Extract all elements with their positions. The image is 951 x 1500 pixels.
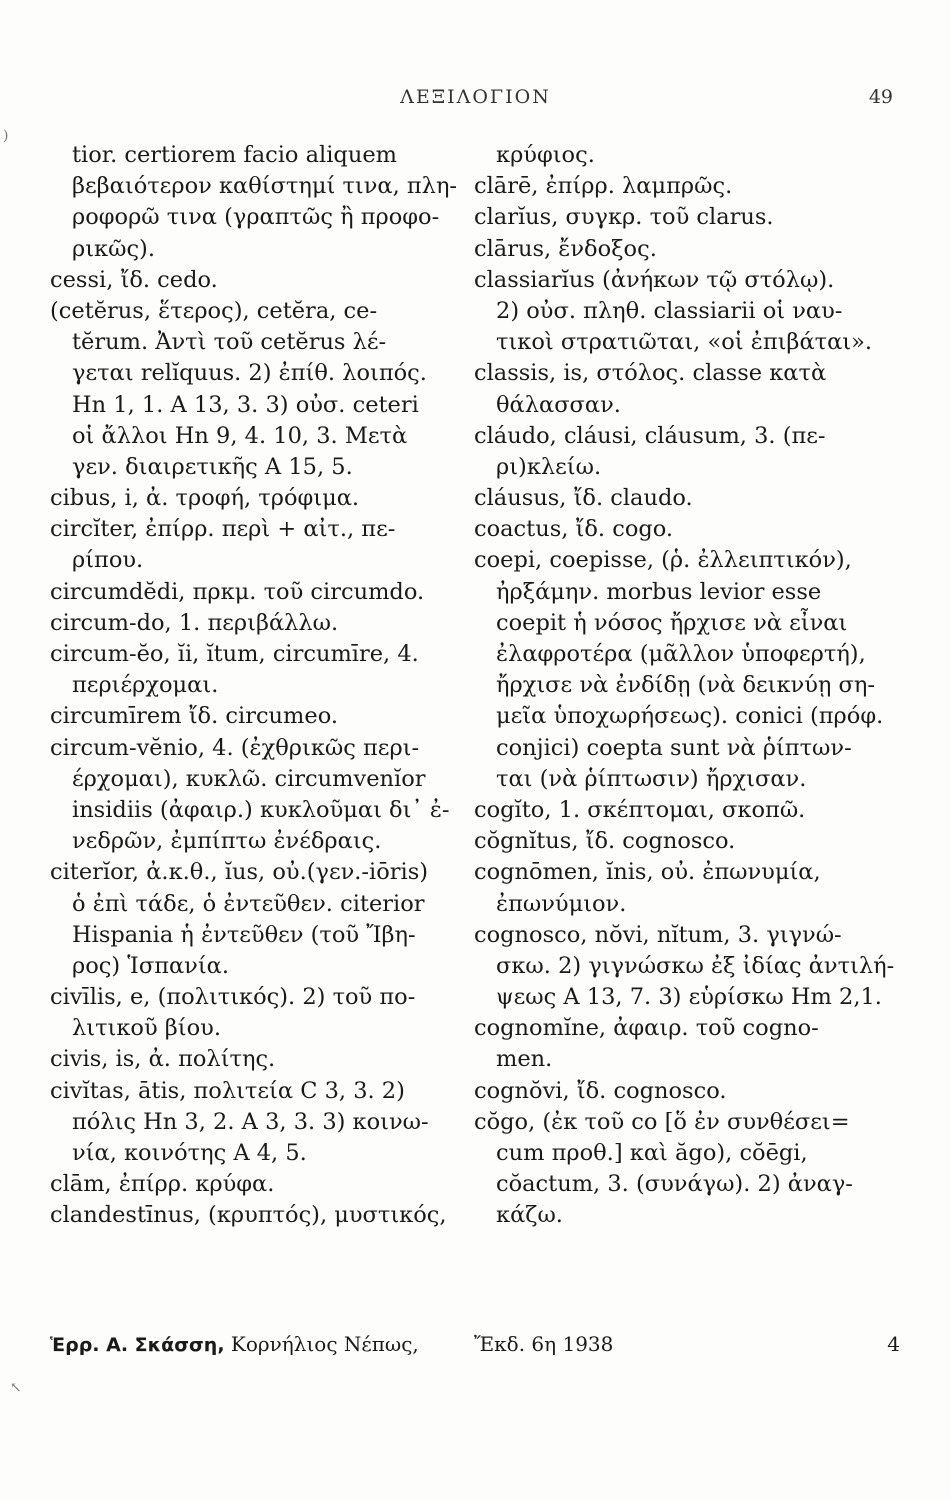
dictionary-line: ἤρχισε νὰ ἐνδίδῃ (νὰ δεικνύῃ ση- [496, 672, 875, 699]
dictionary-line: clārus, ἔνδοξος. [474, 235, 657, 262]
dictionary-line: coepi, coepisse, (ῥ. ἐλλειπτικόν), [474, 547, 852, 574]
dictionary-line: clām, ἐπίρρ. κρύφα. [50, 1171, 275, 1198]
footer-imprint [50, 1332, 419, 1356]
footer-signature: 4 [887, 1332, 900, 1356]
dictionary-line: cláusus, ἴδ. claudo. [474, 485, 693, 512]
dictionary-line: (cetĕrus, ἕτερος), cetĕra, ce- [50, 297, 378, 324]
page-number: 49 [868, 86, 893, 108]
dictionary-line: cessi, ἴδ. cedo. [50, 266, 218, 293]
dictionary-line: οἱ ἄλλοι Hn 9, 4. 10, 3. Μετὰ [72, 422, 408, 449]
dictionary-line: ρικῶς). [72, 235, 155, 262]
dictionary-line: Hispania ἡ ἐντεῦθεν (τοῦ Ἴβη- [72, 921, 416, 948]
dictionary-line: civīlis, e, (πολιτικός). 2) τοῦ πο- [50, 984, 416, 1011]
dictionary-line: ὁ ἐπὶ τάδε, ὁ ἐντεῦθεν. citerior [72, 890, 425, 917]
dictionary-line: ρι)κλείω. [496, 453, 602, 480]
dictionary-line: τικοὶ στρατιῶται, «οἱ ἐπιβάται». [496, 329, 873, 356]
dictionary-line: γεται relĭquus. 2) ἐπίθ. λοιπός. [72, 360, 427, 387]
dictionary-line: circĭter, ἐπίρρ. περὶ + αἰτ., πε- [50, 516, 396, 543]
dictionary-line: ται (νὰ ῥίπτωσιν) ἤρχισαν. [496, 765, 807, 792]
footer-book: Κορνήλιος Νέπως, [230, 1332, 419, 1356]
dictionary-line: ἐλαφροτέρα (μᾶλλον ὑποφερτή), [496, 641, 866, 667]
dictionary-line: cibus, i, ἀ. τροφή, τρόφιμα. [50, 485, 360, 512]
dictionary-line: tior. certiorem facio aliquem [72, 142, 397, 168]
dictionary-line: cognŏvi, ἴδ. cognosco. [474, 1077, 727, 1104]
dictionary-line: νία, κοινότης A 4, 5. [72, 1140, 307, 1166]
dictionary-line: ρος) Ἱσπανία. [72, 952, 230, 979]
dictionary-line: conjici) coepta sunt νὰ ῥίπτων- [496, 734, 852, 761]
dictionary-line: classis, is, στόλος. classe κατὰ [474, 360, 827, 387]
dictionary-line: civis, is, ἀ. πολίτης. [50, 1046, 276, 1073]
dictionary-line: σκω. 2) γιγνώσκω ἐξ ἰδίας ἀντιλή- [496, 952, 894, 979]
dictionary-line: circum-do, 1. περιβάλλω. [50, 609, 339, 636]
dictionary-line: men. [496, 1046, 553, 1073]
dictionary-line: λιτικοῦ βίου. [72, 1015, 221, 1042]
dictionary-line: περιέρχομαι. [72, 672, 219, 699]
dictionary-line: cŏactum, 3. (συνάγω). 2) ἀναγ- [496, 1171, 853, 1198]
page-footer [50, 1332, 900, 1362]
dictionary-line: κάζω. [496, 1202, 563, 1229]
dictionary-line: μεῖα ὑποχωρήσεως). conici (πρόφ. [496, 703, 884, 730]
left-column [50, 140, 470, 1232]
dictionary-line: tĕrum. Ἀντὶ τοῦ cetĕrus λέ- [72, 329, 387, 356]
dictionary-line: 2) οὐσ. πληθ. classiarii οἱ ναυ- [496, 297, 843, 324]
dictionary-line: circumīrem ἴδ. circumeo. [50, 703, 339, 730]
dictionary-line: cŏgo, (ἐκ τοῦ co [ὅ ἐν συνθέσει= [474, 1108, 850, 1135]
dictionary-line: cognōmen, ĭnis, οὐ. ἐπωνυμία, [474, 859, 821, 886]
dictionary-line: clarĭus, συγκρ. τοῦ clarus. [474, 204, 774, 231]
dictionary-line: circum-ĕo, ĭi, ĭtum, circumīre, 4. [50, 641, 419, 667]
dictionary-line: ψεως A 13, 7. 3) εὑρίσκω Hm 2,1. [496, 984, 882, 1011]
dictionary-line: έρχομαι), κυκλῶ. circumvenĭor [72, 765, 426, 792]
dictionary-line: ρίπου. [72, 547, 144, 574]
dictionary-line: circum-vĕnio, 4. (ἐχθρικῶς περι- [50, 734, 420, 761]
dictionary-line: cogĭto, 1. σκέπτομαι, σκοπῶ. [474, 796, 806, 823]
dictionary-line: clārē, ἐπίρρ. λαμπρῶς. [474, 173, 733, 200]
edge-mark-top: ) [3, 128, 9, 144]
dictionary-line: νεδρῶν, ἐμπίπτω ἐνέδραις. [72, 828, 382, 855]
dictionary-line: ροφορῶ τινα (γραπτῶς ἢ προφο- [72, 204, 440, 231]
dictionary-line: citerĭor, ἀ.κ.θ., ĭus, οὐ.(γεν.-iōris) [50, 859, 429, 886]
dictionary-line: insidiis (ἀφαιρ.) κυκλοῦμαι δι᾽ ἐ- [72, 796, 450, 823]
dictionary-line: circumdĕdi, πρκμ. τοῦ circumdo. [50, 578, 425, 605]
page-header [0, 86, 951, 116]
dictionary-line: cláudo, cláusi, cláusum, 3. (πε- [474, 422, 826, 449]
dictionary-line: Hn 1, 1. A 13, 3. 3) οὐσ. ceteri [72, 391, 419, 418]
dictionary-line: πόλις Hn 3, 2. A 3, 3. 3) κοινω- [72, 1108, 429, 1135]
footer-publisher: Ἑρρ. Α. Σκάσση, [50, 1334, 225, 1356]
running-title: ΛΕΞΙΛΟΓΙΟΝ [400, 86, 551, 108]
dictionary-line: ἐπωνύμιον. [496, 890, 627, 917]
edge-mark-bottom: ↖ [10, 1380, 22, 1396]
right-column [474, 140, 894, 1232]
footer-edition: Ἔκδ. 6η 1938 [474, 1332, 614, 1356]
dictionary-line: civĭtas, ātis, πολιτεία C 3, 3. 2) [50, 1077, 405, 1104]
dictionary-line: coepit ἡ νόσος ἤρχισε νὰ εἶναι [496, 609, 848, 636]
dictionary-line: cum προθ.] καὶ ăgo), cŏēgi, [496, 1140, 808, 1166]
dictionary-line: cognomĭne, ἀφαιρ. τοῦ cogno- [474, 1015, 819, 1042]
dictionary-line: βεβαιότερον καθίστημί τινα, πλη- [72, 173, 458, 200]
dictionary-line: classiarĭus (ἀνήκων τῷ στόλῳ). [474, 266, 835, 293]
dictionary-line: cognosco, nŏvi, nĭtum, 3. γιγνώ- [474, 921, 842, 948]
dictionary-line: cŏgnĭtus, ἴδ. cognosco. [474, 828, 736, 855]
dictionary-line: γεν. διαιρετικῆς A 15, 5. [72, 453, 353, 480]
dictionary-line: κρύφιος. [496, 142, 595, 168]
dictionary-line: ἠρξάμην. morbus levior esse [496, 578, 822, 605]
dictionary-line: coactus, ἴδ. cogo. [474, 516, 674, 543]
dictionary-line: θάλασσαν. [496, 391, 621, 418]
dictionary-line: clandestīnus, (κρυπτός), μυστικός, [50, 1202, 447, 1229]
